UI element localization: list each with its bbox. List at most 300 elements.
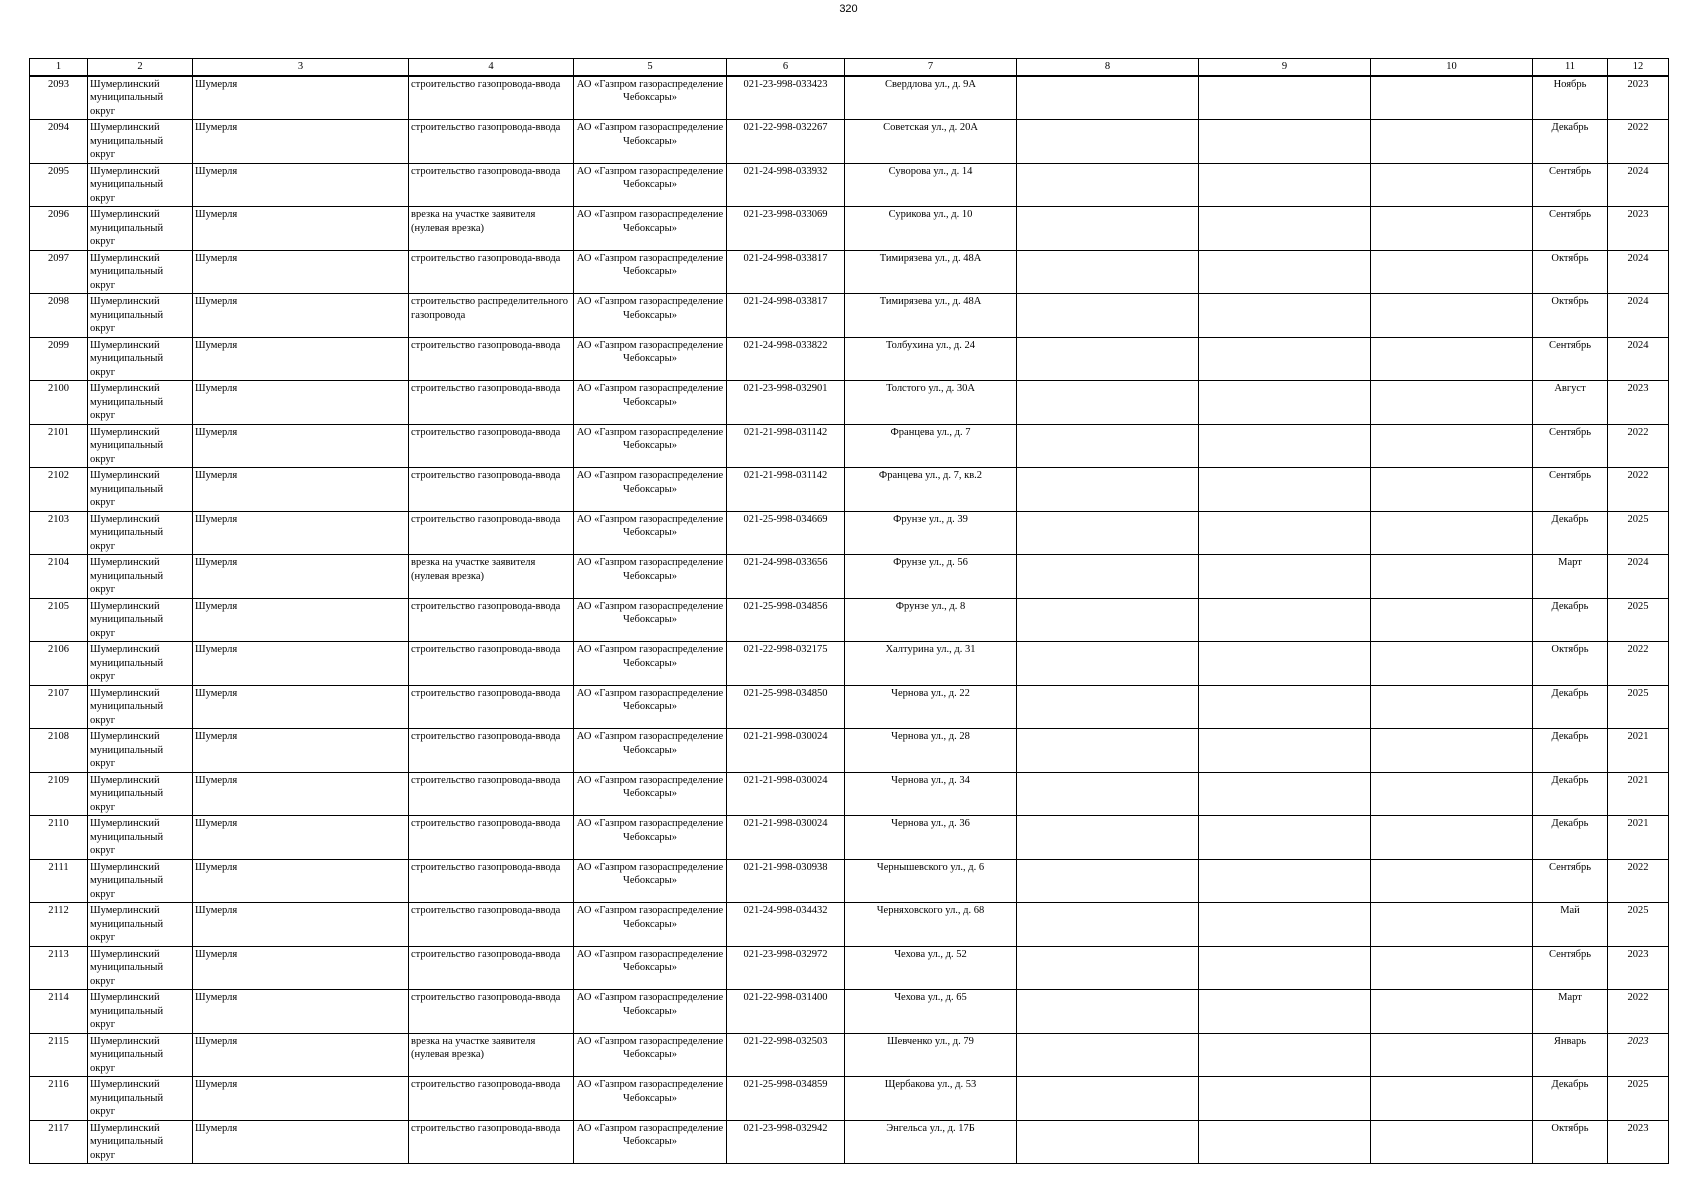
cell-year: 2024 bbox=[1608, 294, 1669, 338]
cell-locality: Шумерля bbox=[193, 424, 409, 468]
cell-address: Францева ул., д. 7 bbox=[845, 424, 1017, 468]
cell-address: Чехова ул., д. 52 bbox=[845, 946, 1017, 990]
cell-month: Декабрь bbox=[1533, 816, 1608, 860]
cell-number: 2116 bbox=[30, 1077, 88, 1121]
cell-year: 2023 bbox=[1608, 946, 1669, 990]
cell-year: 2023 bbox=[1608, 1120, 1669, 1164]
cell-address: Чехова ул., д. 65 bbox=[845, 990, 1017, 1034]
column-header-9: 9 bbox=[1199, 59, 1371, 76]
cell-address: Фрунзе ул., д. 39 bbox=[845, 511, 1017, 555]
cell-number: 2105 bbox=[30, 598, 88, 642]
cell-year: 2022 bbox=[1608, 859, 1669, 903]
cell-code: 021-21-998-030938 bbox=[727, 859, 845, 903]
cell-col8 bbox=[1017, 598, 1199, 642]
cell-locality: Шумерля bbox=[193, 250, 409, 294]
cell-month: Март bbox=[1533, 555, 1608, 599]
cell-col9 bbox=[1199, 337, 1371, 381]
cell-col8 bbox=[1017, 381, 1199, 425]
column-header-6: 6 bbox=[727, 59, 845, 76]
cell-col8 bbox=[1017, 250, 1199, 294]
cell-col10 bbox=[1371, 772, 1533, 816]
cell-year: 2023 bbox=[1608, 1033, 1669, 1077]
cell-col9 bbox=[1199, 120, 1371, 164]
cell-locality: Шумерля bbox=[193, 337, 409, 381]
cell-district: Шумерлинский муниципальный округ bbox=[88, 76, 193, 120]
cell-year: 2025 bbox=[1608, 1077, 1669, 1121]
cell-number: 2101 bbox=[30, 424, 88, 468]
cell-number: 2106 bbox=[30, 642, 88, 686]
cell-number: 2112 bbox=[30, 903, 88, 947]
cell-locality: Шумерля bbox=[193, 598, 409, 642]
cell-code: 021-23-998-032901 bbox=[727, 381, 845, 425]
register-table bbox=[29, 58, 1669, 1164]
cell-col8 bbox=[1017, 1077, 1199, 1121]
cell-code: 021-24-998-033822 bbox=[727, 337, 845, 381]
cell-col10 bbox=[1371, 1077, 1533, 1121]
cell-district: Шумерлинский муниципальный округ bbox=[88, 729, 193, 773]
cell-district: Шумерлинский муниципальный округ bbox=[88, 685, 193, 729]
table-row bbox=[30, 337, 1669, 381]
cell-code: 021-21-998-031142 bbox=[727, 424, 845, 468]
table-row bbox=[30, 1077, 1669, 1121]
cell-organization: АО «Газпром газораспределение Чебоксары» bbox=[574, 381, 727, 425]
cell-organization: АО «Газпром газораспределение Чебоксары» bbox=[574, 163, 727, 207]
cell-locality: Шумерля bbox=[193, 816, 409, 860]
cell-district: Шумерлинский муниципальный округ bbox=[88, 120, 193, 164]
cell-organization: АО «Газпром газораспределение Чебоксары» bbox=[574, 337, 727, 381]
cell-organization: АО «Газпром газораспределение Чебоксары» bbox=[574, 642, 727, 686]
cell-number: 2110 bbox=[30, 816, 88, 860]
cell-locality: Шумерля bbox=[193, 1120, 409, 1164]
cell-number: 2096 bbox=[30, 207, 88, 251]
cell-work-type: врезка на участке заявителя (нулевая врезка) bbox=[409, 207, 574, 251]
cell-col10 bbox=[1371, 729, 1533, 773]
cell-col8 bbox=[1017, 990, 1199, 1034]
cell-code: 021-22-998-032503 bbox=[727, 1033, 845, 1077]
cell-work-type: строительство газопровода-ввода bbox=[409, 468, 574, 512]
cell-organization: АО «Газпром газораспределение Чебоксары» bbox=[574, 598, 727, 642]
cell-number: 2094 bbox=[30, 120, 88, 164]
cell-col10 bbox=[1371, 1120, 1533, 1164]
cell-col10 bbox=[1371, 511, 1533, 555]
cell-district: Шумерлинский муниципальный округ bbox=[88, 163, 193, 207]
cell-col10 bbox=[1371, 1033, 1533, 1077]
cell-code: 021-23-998-033423 bbox=[727, 76, 845, 120]
cell-col9 bbox=[1199, 642, 1371, 686]
cell-col10 bbox=[1371, 381, 1533, 425]
cell-col10 bbox=[1371, 120, 1533, 164]
cell-month: Сентябрь bbox=[1533, 859, 1608, 903]
cell-address: Фрунзе ул., д. 56 bbox=[845, 555, 1017, 599]
cell-col8 bbox=[1017, 1033, 1199, 1077]
cell-locality: Шумерля bbox=[193, 685, 409, 729]
cell-locality: Шумерля bbox=[193, 120, 409, 164]
table-header bbox=[30, 59, 1669, 76]
cell-address: Францева ул., д. 7, кв.2 bbox=[845, 468, 1017, 512]
column-header-1: 1 bbox=[30, 59, 88, 76]
cell-address: Энгельса ул., д. 17Б bbox=[845, 1120, 1017, 1164]
cell-col9 bbox=[1199, 511, 1371, 555]
cell-year: 2024 bbox=[1608, 555, 1669, 599]
cell-code: 021-25-998-034669 bbox=[727, 511, 845, 555]
cell-district: Шумерлинский муниципальный округ bbox=[88, 555, 193, 599]
cell-month: Январь bbox=[1533, 1033, 1608, 1077]
cell-work-type: строительство газопровода-ввода bbox=[409, 990, 574, 1034]
cell-address: Чернова ул., д. 36 bbox=[845, 816, 1017, 860]
cell-organization: АО «Газпром газораспределение Чебоксары» bbox=[574, 76, 727, 120]
cell-work-type: строительство распределительного газопровода bbox=[409, 294, 574, 338]
cell-work-type: строительство газопровода-ввода bbox=[409, 250, 574, 294]
cell-number: 2108 bbox=[30, 729, 88, 773]
cell-organization: АО «Газпром газораспределение Чебоксары» bbox=[574, 294, 727, 338]
cell-locality: Шумерля bbox=[193, 946, 409, 990]
cell-district: Шумерлинский муниципальный округ bbox=[88, 250, 193, 294]
cell-work-type: строительство газопровода-ввода bbox=[409, 76, 574, 120]
cell-locality: Шумерля bbox=[193, 1033, 409, 1077]
cell-organization: АО «Газпром газораспределение Чебоксары» bbox=[574, 1077, 727, 1121]
column-header-7: 7 bbox=[845, 59, 1017, 76]
cell-col9 bbox=[1199, 729, 1371, 773]
cell-col8 bbox=[1017, 468, 1199, 512]
cell-year: 2025 bbox=[1608, 903, 1669, 947]
cell-address: Толбухина ул., д. 24 bbox=[845, 337, 1017, 381]
cell-organization: АО «Газпром газораспределение Чебоксары» bbox=[574, 990, 727, 1034]
cell-year: 2024 bbox=[1608, 250, 1669, 294]
cell-col8 bbox=[1017, 946, 1199, 990]
column-header-8: 8 bbox=[1017, 59, 1199, 76]
cell-year: 2021 bbox=[1608, 816, 1669, 860]
cell-year: 2023 bbox=[1608, 381, 1669, 425]
cell-address: Чернова ул., д. 22 bbox=[845, 685, 1017, 729]
table-row bbox=[30, 990, 1669, 1034]
cell-district: Шумерлинский муниципальный округ bbox=[88, 903, 193, 947]
table-row bbox=[30, 859, 1669, 903]
cell-code: 021-21-998-030024 bbox=[727, 816, 845, 860]
cell-year: 2025 bbox=[1608, 685, 1669, 729]
cell-code: 021-25-998-034856 bbox=[727, 598, 845, 642]
cell-col9 bbox=[1199, 294, 1371, 338]
cell-col9 bbox=[1199, 250, 1371, 294]
cell-col9 bbox=[1199, 207, 1371, 251]
cell-locality: Шумерля bbox=[193, 555, 409, 599]
cell-col9 bbox=[1199, 163, 1371, 207]
cell-month: Сентябрь bbox=[1533, 207, 1608, 251]
cell-organization: АО «Газпром газораспределение Чебоксары» bbox=[574, 120, 727, 164]
cell-col10 bbox=[1371, 990, 1533, 1034]
cell-number: 2099 bbox=[30, 337, 88, 381]
cell-col10 bbox=[1371, 816, 1533, 860]
table-row bbox=[30, 555, 1669, 599]
cell-work-type: строительство газопровода-ввода bbox=[409, 120, 574, 164]
table-row bbox=[30, 1033, 1669, 1077]
cell-col10 bbox=[1371, 555, 1533, 599]
cell-col8 bbox=[1017, 772, 1199, 816]
cell-address: Тимирязева ул., д. 48А bbox=[845, 250, 1017, 294]
cell-address: Суворова ул., д. 14 bbox=[845, 163, 1017, 207]
table-row bbox=[30, 424, 1669, 468]
cell-district: Шумерлинский муниципальный округ bbox=[88, 816, 193, 860]
cell-col9 bbox=[1199, 1077, 1371, 1121]
cell-code: 021-21-998-030024 bbox=[727, 772, 845, 816]
cell-address: Халтурина ул., д. 31 bbox=[845, 642, 1017, 686]
cell-code: 021-23-998-033069 bbox=[727, 207, 845, 251]
cell-number: 2111 bbox=[30, 859, 88, 903]
cell-col10 bbox=[1371, 598, 1533, 642]
cell-col9 bbox=[1199, 1120, 1371, 1164]
cell-organization: АО «Газпром газораспределение Чебоксары» bbox=[574, 685, 727, 729]
cell-number: 2107 bbox=[30, 685, 88, 729]
cell-organization: АО «Газпром газораспределение Чебоксары» bbox=[574, 816, 727, 860]
cell-year: 2022 bbox=[1608, 468, 1669, 512]
cell-number: 2103 bbox=[30, 511, 88, 555]
cell-col10 bbox=[1371, 903, 1533, 947]
cell-code: 021-25-998-034859 bbox=[727, 1077, 845, 1121]
cell-address: Тимирязева ул., д. 48А bbox=[845, 294, 1017, 338]
cell-col9 bbox=[1199, 468, 1371, 512]
cell-locality: Шумерля bbox=[193, 903, 409, 947]
cell-work-type: строительство газопровода-ввода bbox=[409, 729, 574, 773]
cell-col10 bbox=[1371, 163, 1533, 207]
cell-work-type: врезка на участке заявителя (нулевая врезка) bbox=[409, 1033, 574, 1077]
cell-month: Сентябрь bbox=[1533, 424, 1608, 468]
cell-month: Октябрь bbox=[1533, 1120, 1608, 1164]
cell-code: 021-24-998-033656 bbox=[727, 555, 845, 599]
cell-number: 2102 bbox=[30, 468, 88, 512]
cell-col9 bbox=[1199, 946, 1371, 990]
table-row bbox=[30, 468, 1669, 512]
cell-locality: Шумерля bbox=[193, 1077, 409, 1121]
table-row bbox=[30, 207, 1669, 251]
cell-address: Фрунзе ул., д. 8 bbox=[845, 598, 1017, 642]
cell-number: 2109 bbox=[30, 772, 88, 816]
column-header-11: 11 bbox=[1533, 59, 1608, 76]
cell-organization: АО «Газпром газораспределение Чебоксары» bbox=[574, 729, 727, 773]
cell-code: 021-22-998-032267 bbox=[727, 120, 845, 164]
cell-year: 2023 bbox=[1608, 76, 1669, 120]
cell-col8 bbox=[1017, 642, 1199, 686]
cell-address: Свердлова ул., д. 9А bbox=[845, 76, 1017, 120]
cell-organization: АО «Газпром газораспределение Чебоксары» bbox=[574, 859, 727, 903]
table-row bbox=[30, 772, 1669, 816]
cell-month: Декабрь bbox=[1533, 511, 1608, 555]
table-row bbox=[30, 685, 1669, 729]
cell-col8 bbox=[1017, 1120, 1199, 1164]
cell-number: 2114 bbox=[30, 990, 88, 1034]
cell-month: Ноябрь bbox=[1533, 76, 1608, 120]
cell-locality: Шумерля bbox=[193, 859, 409, 903]
cell-col8 bbox=[1017, 163, 1199, 207]
cell-work-type: строительство газопровода-ввода bbox=[409, 1120, 574, 1164]
cell-year: 2022 bbox=[1608, 424, 1669, 468]
cell-month: Сентябрь bbox=[1533, 468, 1608, 512]
cell-col10 bbox=[1371, 294, 1533, 338]
cell-address: Черняховского ул., д. 68 bbox=[845, 903, 1017, 947]
cell-organization: АО «Газпром газораспределение Чебоксары» bbox=[574, 511, 727, 555]
cell-code: 021-24-998-034432 bbox=[727, 903, 845, 947]
cell-month: Декабрь bbox=[1533, 120, 1608, 164]
header-row bbox=[30, 59, 1669, 76]
cell-work-type: строительство газопровода-ввода bbox=[409, 772, 574, 816]
cell-address: Толстого ул., д. 30А bbox=[845, 381, 1017, 425]
cell-work-type: строительство газопровода-ввода bbox=[409, 163, 574, 207]
cell-year: 2021 bbox=[1608, 729, 1669, 773]
table-body bbox=[30, 76, 1669, 1164]
cell-number: 2113 bbox=[30, 946, 88, 990]
cell-year: 2024 bbox=[1608, 163, 1669, 207]
page-number: 320 bbox=[839, 3, 858, 15]
cell-locality: Шумерля bbox=[193, 381, 409, 425]
cell-organization: АО «Газпром газораспределение Чебоксары» bbox=[574, 250, 727, 294]
cell-organization: АО «Газпром газораспределение Чебоксары» bbox=[574, 1033, 727, 1077]
cell-month: Март bbox=[1533, 990, 1608, 1034]
cell-col9 bbox=[1199, 772, 1371, 816]
cell-organization: АО «Газпром газораспределение Чебоксары» bbox=[574, 207, 727, 251]
cell-work-type: строительство газопровода-ввода bbox=[409, 598, 574, 642]
cell-district: Шумерлинский муниципальный округ bbox=[88, 207, 193, 251]
table-row bbox=[30, 120, 1669, 164]
cell-col10 bbox=[1371, 207, 1533, 251]
cell-district: Шумерлинский муниципальный округ bbox=[88, 1077, 193, 1121]
cell-month: Август bbox=[1533, 381, 1608, 425]
cell-col9 bbox=[1199, 1033, 1371, 1077]
cell-address: Чернова ул., д. 28 bbox=[845, 729, 1017, 773]
cell-address: Советская ул., д. 20А bbox=[845, 120, 1017, 164]
cell-number: 2100 bbox=[30, 381, 88, 425]
cell-address: Шевченко ул., д. 79 bbox=[845, 1033, 1017, 1077]
cell-month: Декабрь bbox=[1533, 729, 1608, 773]
cell-code: 021-22-998-031400 bbox=[727, 990, 845, 1034]
cell-work-type: строительство газопровода-ввода bbox=[409, 337, 574, 381]
cell-district: Шумерлинский муниципальный округ bbox=[88, 1120, 193, 1164]
cell-organization: АО «Газпром газораспределение Чебоксары» bbox=[574, 555, 727, 599]
cell-month: Октябрь bbox=[1533, 642, 1608, 686]
cell-code: 021-24-998-033932 bbox=[727, 163, 845, 207]
cell-work-type: строительство газопровода-ввода bbox=[409, 1077, 574, 1121]
cell-work-type: строительство газопровода-ввода bbox=[409, 859, 574, 903]
cell-year: 2025 bbox=[1608, 511, 1669, 555]
table-row bbox=[30, 381, 1669, 425]
cell-col8 bbox=[1017, 859, 1199, 903]
cell-year: 2025 bbox=[1608, 598, 1669, 642]
cell-number: 2117 bbox=[30, 1120, 88, 1164]
cell-work-type: строительство газопровода-ввода bbox=[409, 903, 574, 947]
column-header-4: 4 bbox=[409, 59, 574, 76]
cell-col10 bbox=[1371, 468, 1533, 512]
cell-col8 bbox=[1017, 903, 1199, 947]
cell-work-type: строительство газопровода-ввода bbox=[409, 511, 574, 555]
cell-locality: Шумерля bbox=[193, 468, 409, 512]
cell-code: 021-24-998-033817 bbox=[727, 294, 845, 338]
column-header-10: 10 bbox=[1371, 59, 1533, 76]
cell-district: Шумерлинский муниципальный округ bbox=[88, 381, 193, 425]
column-header-3: 3 bbox=[193, 59, 409, 76]
table-row bbox=[30, 250, 1669, 294]
cell-month: Май bbox=[1533, 903, 1608, 947]
cell-organization: АО «Газпром газораспределение Чебоксары» bbox=[574, 424, 727, 468]
cell-district: Шумерлинский муниципальный округ bbox=[88, 468, 193, 512]
cell-district: Шумерлинский муниципальный округ bbox=[88, 511, 193, 555]
cell-col10 bbox=[1371, 424, 1533, 468]
cell-work-type: врезка на участке заявителя (нулевая врезка) bbox=[409, 555, 574, 599]
cell-work-type: строительство газопровода-ввода bbox=[409, 381, 574, 425]
table-row bbox=[30, 163, 1669, 207]
cell-district: Шумерлинский муниципальный округ bbox=[88, 1033, 193, 1077]
cell-locality: Шумерля bbox=[193, 163, 409, 207]
cell-col10 bbox=[1371, 685, 1533, 729]
cell-work-type: строительство газопровода-ввода bbox=[409, 816, 574, 860]
cell-address: Сурикова ул., д. 10 bbox=[845, 207, 1017, 251]
cell-locality: Шумерля bbox=[193, 511, 409, 555]
cell-locality: Шумерля bbox=[193, 76, 409, 120]
cell-district: Шумерлинский муниципальный округ bbox=[88, 990, 193, 1034]
cell-organization: АО «Газпром газораспределение Чебоксары» bbox=[574, 468, 727, 512]
cell-organization: АО «Газпром газораспределение Чебоксары» bbox=[574, 946, 727, 990]
table-row bbox=[30, 642, 1669, 686]
table-row bbox=[30, 903, 1669, 947]
cell-month: Сентябрь bbox=[1533, 337, 1608, 381]
cell-district: Шумерлинский муниципальный округ bbox=[88, 859, 193, 903]
cell-code: 021-25-998-034850 bbox=[727, 685, 845, 729]
cell-code: 021-22-998-032175 bbox=[727, 642, 845, 686]
cell-col9 bbox=[1199, 381, 1371, 425]
table-row bbox=[30, 76, 1669, 120]
cell-col9 bbox=[1199, 685, 1371, 729]
table-row bbox=[30, 729, 1669, 773]
cell-code: 021-24-998-033817 bbox=[727, 250, 845, 294]
cell-address: Чернова ул., д. 34 bbox=[845, 772, 1017, 816]
cell-year: 2022 bbox=[1608, 990, 1669, 1034]
cell-col8 bbox=[1017, 511, 1199, 555]
cell-district: Шумерлинский муниципальный округ bbox=[88, 598, 193, 642]
column-header-2: 2 bbox=[88, 59, 193, 76]
cell-locality: Шумерля bbox=[193, 642, 409, 686]
cell-year: 2021 bbox=[1608, 772, 1669, 816]
cell-year: 2023 bbox=[1608, 207, 1669, 251]
cell-address: Чернышевского ул., д. 6 bbox=[845, 859, 1017, 903]
cell-district: Шумерлинский муниципальный округ bbox=[88, 294, 193, 338]
cell-number: 2104 bbox=[30, 555, 88, 599]
table-row bbox=[30, 1120, 1669, 1164]
cell-col8 bbox=[1017, 294, 1199, 338]
cell-work-type: строительство газопровода-ввода bbox=[409, 946, 574, 990]
cell-col8 bbox=[1017, 685, 1199, 729]
cell-organization: АО «Газпром газораспределение Чебоксары» bbox=[574, 1120, 727, 1164]
cell-code: 021-23-998-032942 bbox=[727, 1120, 845, 1164]
cell-number: 2097 bbox=[30, 250, 88, 294]
cell-locality: Шумерля bbox=[193, 772, 409, 816]
cell-month: Декабрь bbox=[1533, 598, 1608, 642]
cell-locality: Шумерля bbox=[193, 990, 409, 1034]
cell-col10 bbox=[1371, 642, 1533, 686]
cell-code: 021-21-998-030024 bbox=[727, 729, 845, 773]
cell-col9 bbox=[1199, 598, 1371, 642]
cell-col10 bbox=[1371, 859, 1533, 903]
cell-locality: Шумерля bbox=[193, 207, 409, 251]
cell-year: 2022 bbox=[1608, 120, 1669, 164]
cell-col10 bbox=[1371, 946, 1533, 990]
cell-col10 bbox=[1371, 337, 1533, 381]
cell-work-type: строительство газопровода-ввода bbox=[409, 685, 574, 729]
cell-month: Октябрь bbox=[1533, 294, 1608, 338]
column-header-5: 5 bbox=[574, 59, 727, 76]
cell-col9 bbox=[1199, 424, 1371, 468]
cell-col9 bbox=[1199, 903, 1371, 947]
cell-district: Шумерлинский муниципальный округ bbox=[88, 946, 193, 990]
cell-col8 bbox=[1017, 76, 1199, 120]
cell-code: 021-23-998-032972 bbox=[727, 946, 845, 990]
cell-col9 bbox=[1199, 816, 1371, 860]
cell-locality: Шумерля bbox=[193, 294, 409, 338]
